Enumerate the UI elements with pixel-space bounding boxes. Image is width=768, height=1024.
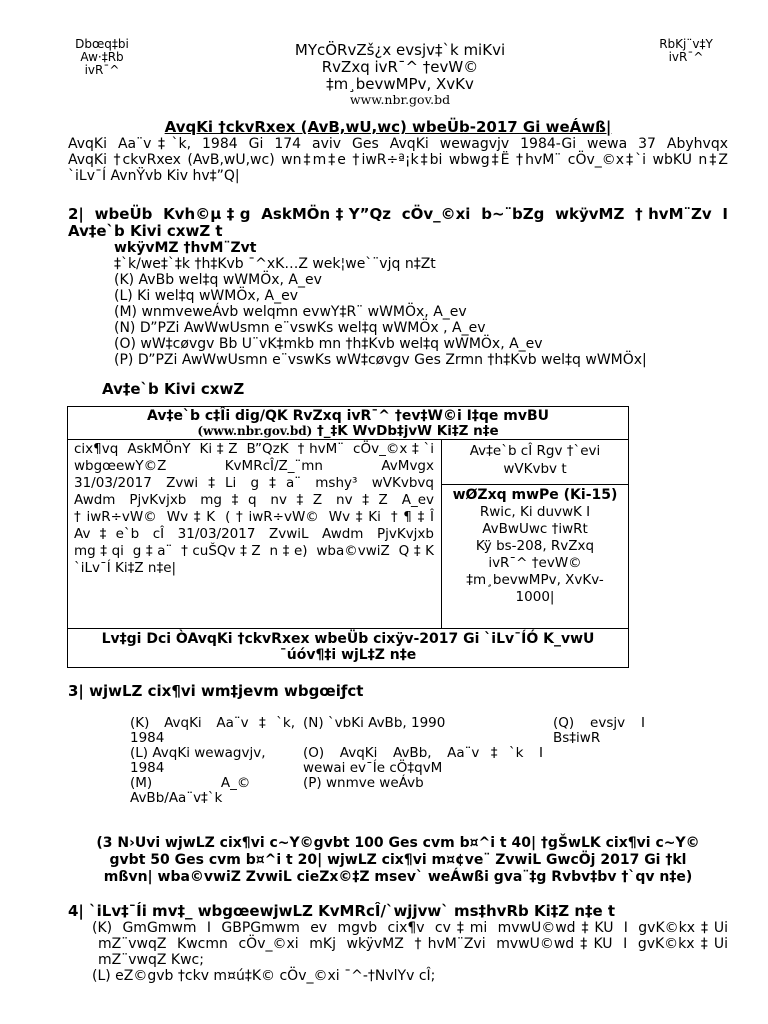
recipient-title: wØZxq mwPe (Ki-15): [452, 487, 618, 503]
table-header: [68, 407, 628, 440]
table-left-line: Awdm PjvKvjxb mg‡q nv‡Z nv‡Z A_ev: [74, 492, 434, 508]
table-header-url[interactable]: (www.nbr.gov.bd): [197, 424, 313, 438]
section2-heading-line: Av‡e`b Kivi cxwZ t: [68, 222, 223, 240]
address-line: ‡m¸bevwMPv, XvKv-: [466, 572, 604, 588]
syllabus-item: 1984: [130, 730, 165, 746]
board-address: ‡m¸bevwMPv, XvKv: [326, 75, 474, 93]
address-line: ivR¯^ †evW©: [488, 555, 582, 571]
list-item: (L) Ki wel‡q wWMÖx, A_ev: [114, 288, 299, 304]
list-item: (N) D”PZi AwWwUsmn e¨vswKs wel‡q wWMÖx , A_ev: [114, 320, 486, 336]
table-left-line: 31/03/2017 Zvwi‡Li g‡a¨ mshy³ wVKvbvq: [74, 475, 434, 491]
table-header-rest: †_‡K WvDb‡jvW Ki‡Z n‡e: [312, 423, 499, 439]
board-name: RvZxq ivR¯^ †evW©: [321, 58, 479, 76]
section3-heading: 3| wjwLZ cix¶vi wm‡jevm wbgœiƒct: [68, 682, 364, 700]
header-left-line2: ivR¯^: [84, 63, 120, 77]
address-label-line: Av‡e`b cÎ Rgv †`evi: [469, 443, 601, 459]
qualification-list: [114, 256, 734, 368]
syllabus-item: AvBb/Aa¨v‡`k: [130, 790, 223, 806]
syllabus-item: (N) `vbKi AvBb, 1990: [303, 715, 446, 731]
syllabus-item: 1984: [130, 760, 165, 776]
table-footer-line: Lv‡gi Dci ÒAvqKi †ckvRxex wbeÜb cixÿv-2017 Gi `iLv¯ÍÓ K_vwU: [101, 631, 595, 647]
syllabus-grid: [130, 716, 650, 806]
documents-list: [92, 920, 728, 984]
syllabus-item: (M) A_©: [130, 775, 251, 791]
table-right-bottom-cell: [442, 487, 628, 606]
table-left-cell: [74, 441, 434, 627]
list-item: (P) D”PZi AwWwUsmn e¨vswKs wW‡cøvgv Ges Zrmn †h‡Kvb wel‡q wWMÖx|: [114, 352, 647, 368]
government-name: MYcÖRvZš¿x evsjv‡`k miKvi: [294, 41, 506, 59]
address-line: Kÿ bs-208, RvZxq: [475, 538, 595, 554]
table-left-line: `iLv¯Í Ki‡Z n‡e|: [74, 560, 177, 576]
intro-line: `iLv¯Í AvnŸvb Kiv hv‡”Q|: [68, 168, 240, 184]
syllabus-item: (P) wnmve weÁvb: [303, 775, 424, 791]
intro-paragraph: [68, 136, 728, 184]
header-left: [52, 38, 152, 77]
header-right: [646, 38, 726, 64]
syllabus-item: (K) AvqKi Aa¨v‡`k,: [130, 715, 295, 731]
list-item: (O) wW‡cøvgv Bb U¨vK‡mkb mn †h‡Kvb wel‡q wWMÖx, A_ev: [114, 336, 543, 352]
header-left-line1: Dbœq‡bi Aw·‡Rb: [75, 37, 129, 64]
table-left-line: cix¶vq AskMÖnY Ki‡Z B”QzK †hvM¨ cÖv_©x‡`i: [74, 441, 434, 457]
table-left-line: wbgœewY©Z KvMRcÎ/Z_¨mn AvMvgx: [74, 458, 434, 474]
syllabus-item: Bs‡iwR: [553, 730, 601, 746]
apply-heading: Av‡e`b Kivi cxwZ: [102, 380, 245, 398]
table-footer-line: ¯úóv¶‡i wjL‡Z n‡e: [279, 647, 417, 663]
section4-heading: 4| `iLv‡¯Íi mv‡_ wbgœewjwLZ KvMRcÎ/`wjjvw` ms‡hvRb Ki‡Z n‡e t: [68, 902, 616, 920]
table-footer: [68, 628, 628, 668]
header-right-line1: RbKj¨v‡Y: [659, 37, 713, 51]
list-item: (K) AvBb wel‡q wWMÖx, A_ev: [114, 272, 322, 288]
table-left-line: †iwR÷vW© Wv‡K (†iwR÷vW© Wv‡Ki †¶‡Î: [74, 509, 434, 525]
intro-line: AvqKi Aa¨v‡`k, 1984 Gi 174 aviv Ges AvqKi wewagvjv 1984-Gi wewa 37 Abyhvqx: [68, 136, 728, 152]
syllabus-item: (Q) evsjv I: [553, 715, 645, 731]
page-title: AvqKi †ckvRxex (AvB,wU,wc) wbeÜb-2017 Gi weÁwß|: [164, 118, 612, 136]
syllabus-item: wewai ev¯Íe cÖ‡qvM: [303, 760, 443, 776]
list-item: (L) eZ©gvb †ckv m¤ú‡K© cÖv_©xi ¯^-†NvlYv cÎ;: [92, 968, 436, 984]
list-item: mZ¨vwqZ Kwc;: [98, 952, 204, 968]
qualification-lead: ‡`k/we‡`‡k †h‡Kvb ¯^xK…Z wek¦we`¨vjq n‡Zt: [114, 256, 436, 272]
header-center: [200, 42, 600, 107]
section2-heading-line: 2| wbeÜb Kvh©µ‡g AskMÖn‡Y”Qz cÖv_©xi b~¨bZg wkÿvMZ †hvM¨Zv I: [68, 205, 728, 223]
table-right-top-cell: [442, 440, 628, 485]
table-left-line: Av‡e`b cÎ 31/03/2017 ZvwiL Awdm PjvKvjxb: [74, 526, 434, 542]
address-line: Rwic, Ki duvwK I: [479, 504, 591, 520]
qualification-subheading: wkÿvMZ †hvM¨Zvt: [114, 240, 257, 256]
address-line: AvBwUwc †iwRt: [482, 521, 588, 537]
application-table: [67, 406, 629, 668]
table-header-line: Av‡e`b c‡Îi dig/QK RvZxq ivR¯^ †ev‡W©i I‡qe mvBU: [147, 408, 549, 424]
intro-line: AvqKi †ckvRxex (AvB,wU,wc) wn‡m‡e †iwR÷ª¡k‡bi wbwg‡Ë †hvM¨ cÖv_©x‡`i wbKU n‡Z: [68, 152, 728, 168]
exam-note-line: mßvn| wba©vwiZ ZvwiL cieZx©‡Z msev` weÁwßi gva¨‡g Rvbv‡bv †`qv n‡e): [103, 869, 693, 885]
section2-heading: [68, 206, 728, 240]
header-right-line2: ivR¯^: [668, 50, 704, 64]
list-item: mZ¨vwqZ Kwcmn cÖv_©xi mKj wkÿvMZ †hvM¨Zvi mvwU©wd‡KU I gvK©kx‡Ui: [98, 936, 728, 952]
exam-note: [68, 835, 728, 886]
website-url[interactable]: www.nbr.gov.bd: [349, 92, 451, 107]
table-left-line: mg‡qi g‡a¨ †cuŠQv‡Z n‡e) wba©vwiZ Q‡K: [74, 543, 434, 559]
address-label-line: wVKvbv t: [503, 461, 567, 477]
syllabus-item: (L) AvqKi wewagvjv,: [130, 745, 266, 761]
address-line: 1000|: [515, 589, 555, 605]
exam-note-line: (3 N›Uvi wjwLZ cix¶vi c~Y©gvbt 100 Ges cvm b¤^i t 40| †gŠwLK cix¶vi c~Y©: [96, 835, 700, 851]
list-item: (K) GmGmwm I GBPGmwm ev mgvb cix¶v cv‡mi mvwU©wd‡KU I gvK©kx‡Ui: [92, 920, 728, 936]
exam-note-line: gvbt 50 Ges cvm b¤^i t 20| wjwLZ cix¶vi m¤¢ve¨ ZvwiL GwcÖj 2017 Gi †kl: [109, 852, 687, 868]
syllabus-item: (O) AvqKi AvBb, Aa¨v‡`k I: [303, 745, 543, 761]
list-item: (M) wnmveweÁvb welqmn evwY‡R¨ wWMÖx, A_ev: [114, 304, 467, 320]
